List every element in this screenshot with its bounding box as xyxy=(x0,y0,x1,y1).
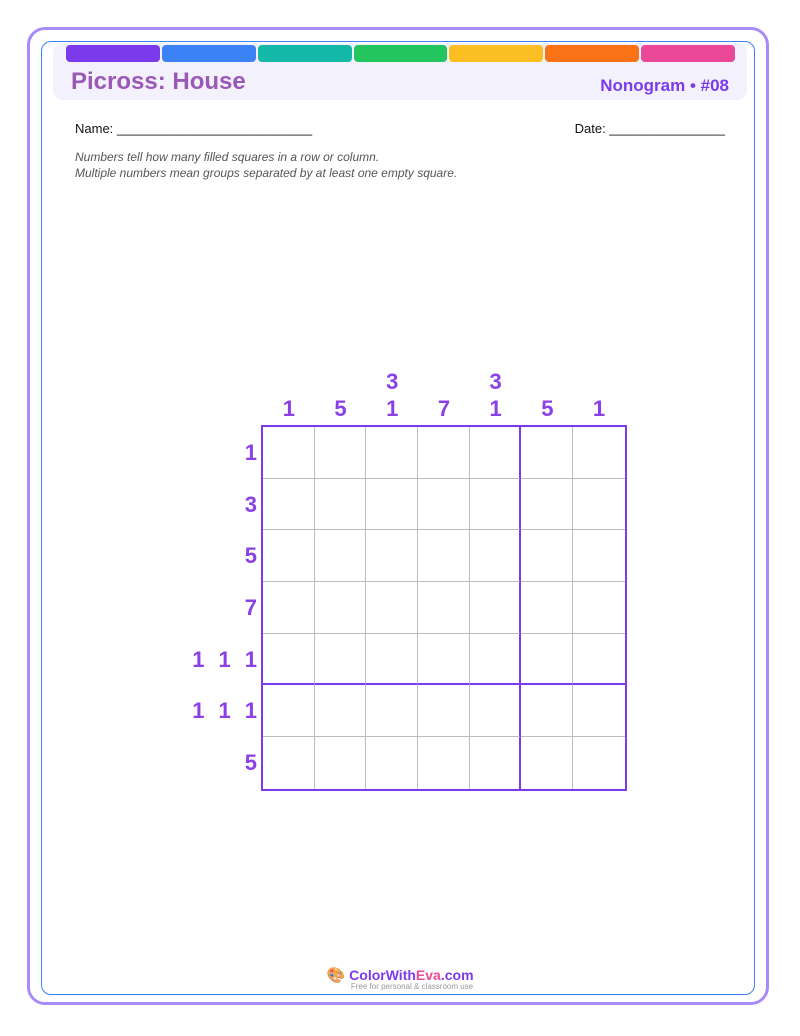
grid-cell[interactable] xyxy=(470,427,522,479)
grid-cell[interactable] xyxy=(521,685,573,737)
grid-cell[interactable] xyxy=(366,685,418,737)
grid-cell[interactable] xyxy=(366,737,418,789)
grid-cell[interactable] xyxy=(470,685,522,737)
column-clue: 3 xyxy=(386,369,399,394)
grid-cell[interactable] xyxy=(418,685,470,737)
row-clue xyxy=(137,647,257,673)
grid-cell[interactable] xyxy=(573,479,625,531)
footer xyxy=(0,966,800,991)
brand-part: .com xyxy=(440,967,474,983)
grid-cell[interactable] xyxy=(521,530,573,582)
grid-cell[interactable] xyxy=(418,479,470,531)
color-stripe xyxy=(162,45,256,62)
grid-cell[interactable] xyxy=(263,582,315,634)
row-clue-number: 1 xyxy=(192,646,205,672)
column-clue: 5 xyxy=(541,396,554,421)
column-clue: 1 xyxy=(489,396,502,421)
grid-cell[interactable] xyxy=(418,427,470,479)
puzzle-badge: Nonogram • #08 xyxy=(600,76,729,95)
grid-cell[interactable] xyxy=(418,582,470,634)
grid-cell[interactable] xyxy=(315,685,367,737)
color-stripe xyxy=(258,45,352,62)
row-clue-number: 7 xyxy=(244,594,257,620)
column-clue: 1 xyxy=(386,396,399,421)
grid-cell[interactable] xyxy=(521,582,573,634)
grid-cell[interactable] xyxy=(366,634,418,686)
instruction-line: Numbers tell how many filled squares in a row or column. xyxy=(75,150,380,164)
grid-cell[interactable] xyxy=(521,634,573,686)
brand-part: Eva xyxy=(415,967,441,983)
instruction-line: Multiple numbers mean groups separated by at least one empty square. xyxy=(75,166,458,180)
color-stripe xyxy=(354,45,448,62)
grid-cell[interactable] xyxy=(418,530,470,582)
grid-cell[interactable] xyxy=(521,737,573,789)
grid-cell[interactable] xyxy=(573,582,625,634)
column-clue: 3 xyxy=(489,369,502,394)
row-clue xyxy=(137,440,257,466)
grid-cell[interactable] xyxy=(366,427,418,479)
grid-cell[interactable] xyxy=(366,479,418,531)
grid-cell[interactable] xyxy=(521,479,573,531)
grid-cell[interactable] xyxy=(263,479,315,531)
row-clue-number: 5 xyxy=(244,543,257,569)
grid-cell[interactable] xyxy=(470,582,522,634)
row-clue-number: 1 xyxy=(218,646,231,672)
grid-cell[interactable] xyxy=(418,634,470,686)
row-clue xyxy=(137,698,257,724)
brand-part: With xyxy=(385,967,416,983)
row-clue-number: 1 xyxy=(218,698,231,724)
page-title: Picross: House xyxy=(71,68,246,95)
date-field[interactable]: Date: ________________ xyxy=(574,121,725,136)
palette-icon: 🎨 xyxy=(326,967,346,984)
grid-cell[interactable] xyxy=(263,634,315,686)
instructions xyxy=(75,149,457,181)
row-clue xyxy=(137,492,257,518)
grid-cell[interactable] xyxy=(573,737,625,789)
grid-cell[interactable] xyxy=(315,634,367,686)
column-clue: 1 xyxy=(592,396,606,421)
color-stripe xyxy=(545,45,639,62)
grid-cell[interactable] xyxy=(315,582,367,634)
column-clue: 5 xyxy=(334,396,347,421)
row-clue-number: 5 xyxy=(244,750,257,776)
grid-cell[interactable] xyxy=(263,427,315,479)
grid-cell[interactable] xyxy=(418,737,470,789)
grid-cell[interactable] xyxy=(315,737,367,789)
row-clue xyxy=(137,595,257,621)
footer-tagline: Free for personal & classroom use xyxy=(350,982,474,991)
column-clue: 1 xyxy=(282,396,295,421)
grid-cell[interactable] xyxy=(315,530,367,582)
color-stripe xyxy=(641,45,735,62)
row-clue xyxy=(137,750,257,776)
row-clue xyxy=(137,543,257,569)
grid-cell[interactable] xyxy=(470,479,522,531)
grid-cell[interactable] xyxy=(315,427,367,479)
grid-cell[interactable] xyxy=(315,479,367,531)
grid-cell[interactable] xyxy=(263,685,315,737)
grid-cell[interactable] xyxy=(470,737,522,789)
grid-cell[interactable] xyxy=(470,634,522,686)
row-clue-number: 3 xyxy=(244,491,257,517)
grid-cell[interactable] xyxy=(573,427,625,479)
grid-cell[interactable] xyxy=(470,530,522,582)
brand-part: Color xyxy=(349,967,386,983)
row-clue-number: 1 xyxy=(244,646,257,672)
grid-cell[interactable] xyxy=(573,530,625,582)
grid-cell[interactable] xyxy=(263,530,315,582)
grid-cell[interactable] xyxy=(521,427,573,479)
puzzle-grid xyxy=(261,425,627,791)
row-clue-number: 1 xyxy=(244,698,257,724)
grid-cell[interactable] xyxy=(573,634,625,686)
row-clue-number: 1 xyxy=(192,698,205,724)
grid-cell[interactable] xyxy=(366,530,418,582)
color-stripe xyxy=(66,45,160,62)
grid-cell[interactable] xyxy=(366,582,418,634)
grid-cell[interactable] xyxy=(263,737,315,789)
grid-cell[interactable] xyxy=(573,685,625,737)
name-field[interactable]: Name: ___________________________ xyxy=(75,121,313,136)
color-stripe xyxy=(449,45,543,62)
row-clue-number: 1 xyxy=(244,439,257,465)
column-clue: 7 xyxy=(437,396,451,421)
